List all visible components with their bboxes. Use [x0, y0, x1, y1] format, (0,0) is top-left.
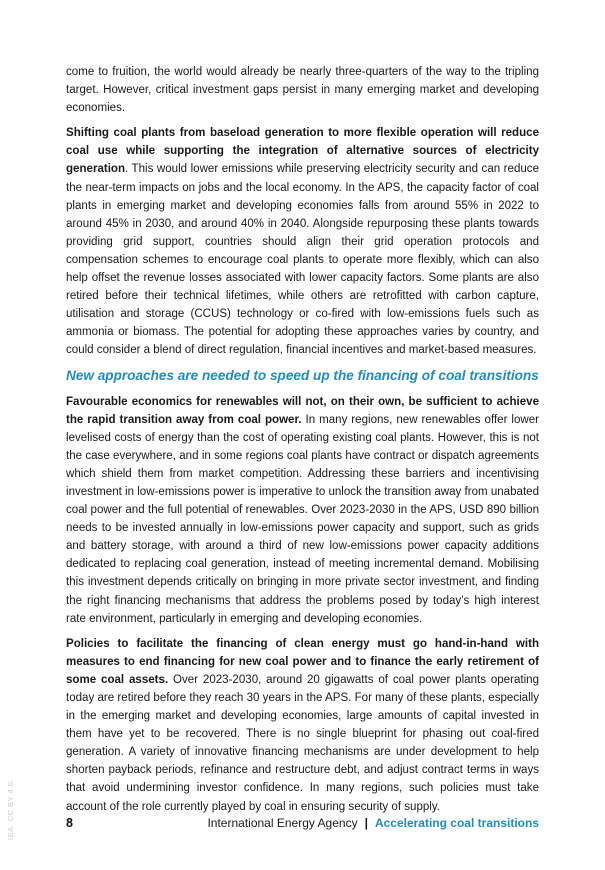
- footer-separator: |: [364, 816, 368, 830]
- footer-title: [207, 816, 539, 830]
- report-title: Accelerating coal transitions: [374, 816, 539, 830]
- organization-name: International Energy Agency: [207, 816, 358, 830]
- paragraph-renewables-economics: [66, 393, 539, 628]
- paragraph-text: Over 2023-2030, around 20 gigawatts of coal power plants operating today are retired before they reach 30 years in the APS. For many of these plants, especially in the emerging market and developing economies, large amounts of capital invested in them have yet to be recovered. There is no single blueprint for phasing out coal-fired generation. A variety of innovative financing mechanisms are under development to help shorten payback periods, refinance and restructure debt, and adjust contract terms in ways that avoid undermining investor confidence. In many regions, such policies must take account of the role currently played by coal in ensuring security of supply.: [66, 673, 539, 813]
- paragraph-continuation: [66, 63, 539, 117]
- paragraph-lead: Favourable economics for renewables will not, on their own, be sufficient to achieve the rapid transition away from coal power.: [66, 395, 539, 426]
- paragraph-lead: Policies to facilitate the financing of clean energy must go hand-in-hand with measures to end financing for new coal power and to finance the early retirement of some coal assets.: [66, 637, 539, 686]
- paragraph-text: . This would lower emissions while preserving electricity security and can reduce the near-term impacts on jobs and the local economy. In the APS, the capacity factor of coal plants in emerging market and developing economies falls from around 55% in 2022 to around 45% in 2030, and around 40% in 2040. Alongside repurposing these plants towards providing grid support, countries should align their grid operation protocols and compensation schemes to encourage coal plants to operate more flexibly, which can also help offset the revenue losses associated with lower capacity factors. Some plants are also retired before their technical lifetimes, while others are retrofitted with carbon capture, utilisation and storage (CCUS) technology or co-fired with low-emissions fuels such as ammonia or biomass. The potential for adopting these approaches varies by country, and could consider a blend of direct regulation, financial incentives and market-based measures.: [66, 163, 539, 357]
- paragraph-text: come to fruition, the world would already be nearly three-quarters of the way to the tripling target. However, critical investment gaps persist in many emerging market and developing economies.: [66, 66, 539, 115]
- paragraph-text: In many regions, new renewables offer lower levelised costs of energy than the cost of operating existing coal plants. However, this is not the case everywhere, and in some regions coal plants have contract or dispatch agreements which shield them from market competition. Addressing these barriers and incentivising investment in low-emissions power is imperative to unlock the transition away from unabated coal power and the full potential of renewables. Over 2023-2030 in the APS, USD 890 billion needs to be invested annually in low-emissions power capacity and support, such as grids and battery storage, with around a third of new low-emissions power capacity additions dedicated to replacing coal generation, instead of meeting incremental demand. Mobilising this investment depends critically on bringing in more private sector investment, and finding the right financing mechanisms that address the problems posed by today’s high interest rate environment, particularly in emerging and developing economies.: [66, 413, 539, 625]
- paragraph-lead: Shifting coal plants from baseload generation to more flexible operation will reduce coal use while supporting the integration of alternative sources of electricity generation: [66, 127, 539, 176]
- paragraph-flexible-operation: [66, 124, 539, 359]
- license-note: [2, 778, 58, 846]
- license-text: IEA. CC BY 4.0.: [6, 778, 15, 840]
- page-number: 8: [66, 816, 73, 830]
- paragraph-financing-policies: [66, 635, 539, 816]
- page-footer: [66, 813, 539, 837]
- document-body: [66, 63, 539, 823]
- section-heading: New approaches are needed to speed up the financing of coal transitions: [66, 367, 539, 383]
